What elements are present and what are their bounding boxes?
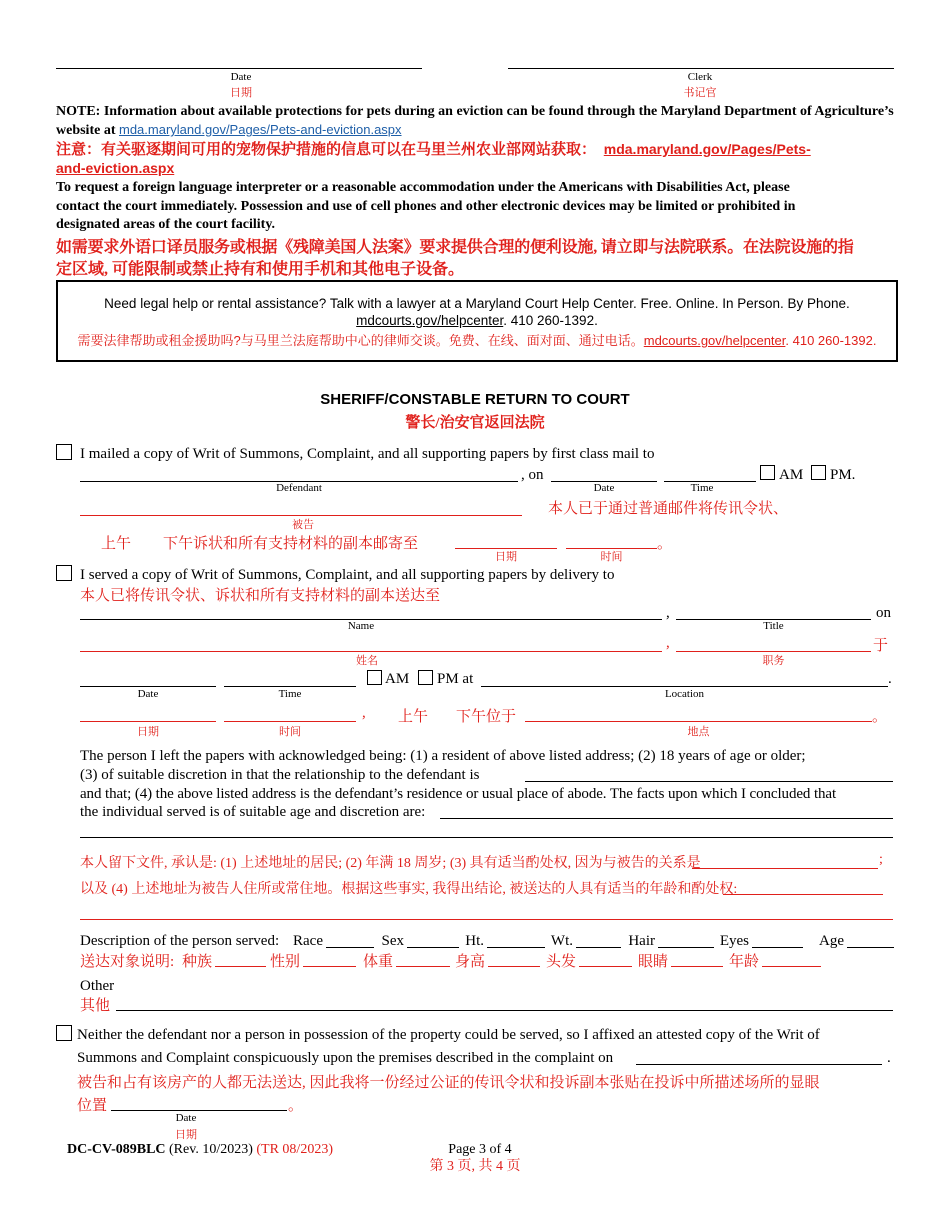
- pets-note-zh: [56, 140, 898, 160]
- served-end-zh: 。: [872, 709, 888, 725]
- desc-en-field-line[interactable]: [407, 947, 459, 948]
- help-line-zh: [58, 330, 896, 349]
- date-label: Date: [230, 71, 252, 83]
- neither-date-label: Date: [175, 1112, 197, 1124]
- help-zh-phone: . 410 260-1392.: [785, 333, 877, 348]
- desc-en-field-line[interactable]: [487, 947, 545, 948]
- desc-en-field-label: Wt.: [550, 933, 573, 949]
- desc-zh-field-label: 头发: [545, 954, 576, 970]
- footer-rev: (Rev. 10/2023): [169, 1142, 253, 1157]
- interp-line-1: To request a foreign language interpreter or a reasonable accommodation under the Americans with Disabilities Act, please: [56, 180, 790, 195]
- desc-en-field-line[interactable]: [847, 947, 894, 948]
- served-time-line[interactable]: [224, 686, 356, 687]
- served-pm-checkbox[interactable]: [418, 670, 433, 685]
- pets-note-zh-text: 注意：有关驱逐期间可用的宠物保护措施的信息可以在马里兰州农业部网站获取：: [56, 142, 597, 158]
- desc-other: Other: [80, 978, 115, 994]
- mailed-time-label-zh: 时间: [600, 551, 623, 563]
- mailed-date-label: Date: [593, 482, 615, 494]
- desc-zh-field-line[interactable]: [579, 966, 632, 967]
- served-location-label: Location: [664, 688, 705, 700]
- ack-relationship-line-zh[interactable]: [692, 868, 878, 869]
- neither-checkbox[interactable]: [56, 1025, 72, 1041]
- clerk-signature-line[interactable]: [508, 68, 894, 69]
- served-yu-zh: 于: [873, 638, 889, 654]
- ack-zh-1: 本人留下文件, 承认是: (1) 上述地址的居民; (2) 年满 18 周岁; (3) 具有适当酌处权, 因为与被告的关系是: [80, 856, 701, 871]
- served-location-line[interactable]: [481, 686, 888, 687]
- served-time-label: Time: [278, 688, 302, 700]
- served-date-label: Date: [137, 688, 159, 700]
- desc-en-field-label: Ht.: [465, 933, 484, 949]
- served-am-zh: 上午: [398, 709, 429, 725]
- served-date-line-zh[interactable]: [80, 721, 216, 722]
- neither-zh-2: 位置: [77, 1098, 108, 1114]
- neither-line-1: Neither the defendant nor a person in possession of the property could be served, so I affixed an attested copy of the Writ of: [77, 1027, 820, 1043]
- interp-line-2: contact the court immediately. Possession and use of cell phones and other electronic devices may be limited or prohibited in: [56, 199, 796, 214]
- neither-line-2: Summons and Complaint conspicuously upon the premises described in the complaint on: [77, 1050, 614, 1066]
- ack-line-4: the individual served is of suitable age and discretion are:: [80, 804, 426, 820]
- desc-zh-label: 送达对象说明:: [80, 954, 175, 970]
- mailed-pm-checkbox[interactable]: [811, 465, 826, 480]
- help-zh-link[interactable]: mdcourts.gov/helpcenter: [643, 333, 786, 348]
- date-label-zh: 日期: [230, 87, 252, 99]
- desc-zh-field-line[interactable]: [671, 966, 723, 967]
- neither-date-line[interactable]: [636, 1064, 882, 1065]
- ack-zh-2: 以及 (4) 上述地址为被告人住所或常住地。根据这些事实, 我得出结论, 被送达的人具有适当的年龄和酌处权:: [80, 882, 738, 897]
- mailed-defendant-label-zh: 被告: [292, 519, 314, 531]
- desc-other-line[interactable]: [116, 1010, 893, 1011]
- footer-tr: (TR 08/2023): [256, 1142, 333, 1157]
- served-location-label-zh: 地点: [687, 726, 710, 738]
- neither-date-line-zh[interactable]: [111, 1110, 287, 1111]
- section-title: SHERIFF/CONSTABLE RETURN TO COURT: [320, 391, 630, 408]
- ack-relationship-line[interactable]: [525, 781, 893, 782]
- desc-zh-field-line[interactable]: [488, 966, 540, 967]
- ack-facts-line-zh-1[interactable]: [723, 894, 883, 895]
- help-link[interactable]: mdcourts.gov/helpcenter: [356, 313, 504, 328]
- desc-zh-field-label: 身高: [454, 954, 485, 970]
- served-time-line-zh[interactable]: [224, 721, 356, 722]
- served-period: .: [888, 671, 892, 687]
- served-comma-zh: ,: [666, 635, 670, 651]
- pets-note-text: NOTE: Information about available protections for pets during an eviction can be found through the Maryland Department of Agriculture’s website at: [56, 104, 894, 138]
- neither-date-label-zh: 日期: [175, 1129, 197, 1141]
- pets-note: [56, 103, 898, 140]
- desc-en-label: Description of the person served:: [80, 933, 280, 949]
- desc-zh-field-line[interactable]: [762, 966, 821, 967]
- served-title-label: Title: [763, 620, 784, 632]
- served-date-label-zh: 日期: [137, 726, 159, 738]
- desc-zh-field-label: 眼睛: [637, 954, 668, 970]
- clerk-label: Clerk: [687, 71, 713, 83]
- help-line-1: Need legal help or rental assistance? Talk with a lawyer at a Maryland Court Help Center. Free. Online. In Person. By Phone.: [104, 296, 850, 311]
- mailed-text: I mailed a copy of Writ of Summons, Complaint, and all supporting papers by first class mail to: [80, 446, 655, 462]
- desc-en-field-line[interactable]: [576, 947, 621, 948]
- served-am-checkbox[interactable]: [367, 670, 382, 685]
- mailed-am-checkbox[interactable]: [760, 465, 775, 480]
- served-date-line[interactable]: [80, 686, 216, 687]
- desc-other-zh: 其他: [80, 998, 111, 1014]
- desc-zh-field-label: 年龄: [728, 954, 759, 970]
- desc-en-field-label: Hair: [628, 933, 655, 949]
- ack-line-1: The person I left the papers with acknowledged being: (1) a resident of above listed address; (2) 18 years of age or older;: [80, 748, 806, 764]
- help-zh-text: 需要法律帮助或租金援助吗?与马里兰法庭帮助中心的律师交谈。免费、在线、面对面、通过电话。: [77, 333, 644, 348]
- desc-en-field-label: Race: [293, 933, 323, 949]
- desc-en-field-label: Eyes: [719, 933, 749, 949]
- ack-line-2: (3) of suitable discretion in that the relationship to the defendant is: [80, 767, 480, 783]
- served-name-label-zh: 姓名: [356, 655, 378, 667]
- footer-page-zh: 第 3 页, 共 4 页: [429, 1159, 521, 1174]
- mailed-text-zh-2: 下午诉状和所有支持材料的副本邮寄至: [163, 536, 419, 552]
- desc-zh-field-label: 体重: [362, 954, 393, 970]
- ack-line-3: and that; (4) the above listed address is the defendant’s residence or usual place of abode. The facts upon which I concluded that: [80, 786, 837, 802]
- mailed-text-zh-1: 本人已于通过普通邮件将传讯令状、: [548, 501, 789, 517]
- served-comma: ,: [666, 605, 670, 621]
- served-name-label: Name: [347, 620, 375, 632]
- desc-en-field-label: Sex: [381, 933, 404, 949]
- footer-form-id: DC-CV-089BLC: [67, 1142, 166, 1157]
- served-location-line-zh[interactable]: [525, 721, 872, 722]
- ack-facts-line-zh-2[interactable]: [80, 919, 893, 920]
- desc-zh-field-label: 种族: [181, 954, 212, 970]
- served-text: I served a copy of Writ of Summons, Complaint, and all supporting papers by delivery to: [80, 567, 615, 583]
- interp-zh-2: 定区域, 可能限制或禁止持有和使用手机和其他电子设备。: [56, 261, 465, 278]
- help-box: [56, 280, 898, 362]
- desc-zh-field-line[interactable]: [396, 966, 450, 967]
- pets-note-zh-link-b[interactable]: and-eviction.aspx: [56, 160, 175, 176]
- clerk-label-zh: 书记官: [683, 87, 717, 99]
- served-title-label-zh: 职务: [762, 655, 785, 667]
- desc-en-field-line[interactable]: [752, 947, 803, 948]
- pets-note-zh-link-a[interactable]: mda.maryland.gov/Pages/Pets-: [603, 141, 811, 157]
- desc-zh-field-line[interactable]: [215, 966, 266, 967]
- served-comma-zh-2: ,: [362, 705, 366, 721]
- neither-zh-2-end: 。: [288, 1098, 304, 1114]
- mailed-date-label-zh: 日期: [495, 551, 517, 563]
- ack-facts-line-1[interactable]: [440, 818, 893, 819]
- section-title-zh: 警长/治安官返回法院: [405, 415, 545, 431]
- pets-note-link[interactable]: mda.maryland.gov/Pages/Pets-and-eviction.aspx: [119, 122, 402, 137]
- mailed-time-label: Time: [690, 482, 714, 494]
- served-pm-at-zh: 下午位于: [456, 709, 517, 725]
- served-am: AM: [385, 671, 410, 687]
- footer-page: Page 3 of 4: [448, 1142, 512, 1157]
- desc-zh-field-line[interactable]: [303, 966, 356, 967]
- neither-line-2-end: .: [887, 1050, 891, 1066]
- served-on: on: [876, 605, 891, 621]
- served-text-zh: 本人已将传讯令状、诉状和所有支持材料的副本送达至: [80, 588, 441, 604]
- footer-form: [67, 1141, 333, 1159]
- served-pm-at: PM at: [437, 671, 474, 687]
- interp-zh-1: 如需要求外语口译员服务或根据《残障美国人法案》要求提供合理的便利设施, 请立即与法院联系。在法院设施的指: [56, 239, 854, 256]
- mailed-am: AM: [779, 467, 804, 483]
- help-line-2: [58, 313, 896, 328]
- desc-en-field-line[interactable]: [326, 947, 374, 948]
- interp-line-3: designated areas of the court facility.: [56, 217, 276, 232]
- mailed-end-zh: 。: [657, 536, 673, 552]
- ack-zh-1-end: ;: [879, 852, 883, 867]
- mailed-defendant-label: Defendant: [276, 482, 322, 494]
- mailed-pm: PM.: [830, 467, 856, 483]
- mailed-checkbox[interactable]: [56, 444, 72, 460]
- date-signature-line[interactable]: [56, 68, 422, 69]
- desc-zh-field-label: 性别: [269, 954, 300, 970]
- mailed-on: , on: [521, 467, 544, 483]
- desc-en-field-label: Age: [819, 933, 844, 949]
- help-phone: . 410 260-1392.: [503, 313, 598, 328]
- desc-en-field-line[interactable]: [658, 947, 714, 948]
- served-time-label-zh: 时间: [279, 726, 301, 738]
- mailed-am-zh: 上午: [101, 536, 132, 552]
- ack-facts-line-2[interactable]: [80, 837, 893, 838]
- neither-zh-1: 被告和占有该房产的人都无法送达, 因此我将一份经过公证的传讯令状和投诉副本张贴在投诉中所描述场所的显眼: [77, 1075, 820, 1091]
- served-checkbox[interactable]: [56, 565, 72, 581]
